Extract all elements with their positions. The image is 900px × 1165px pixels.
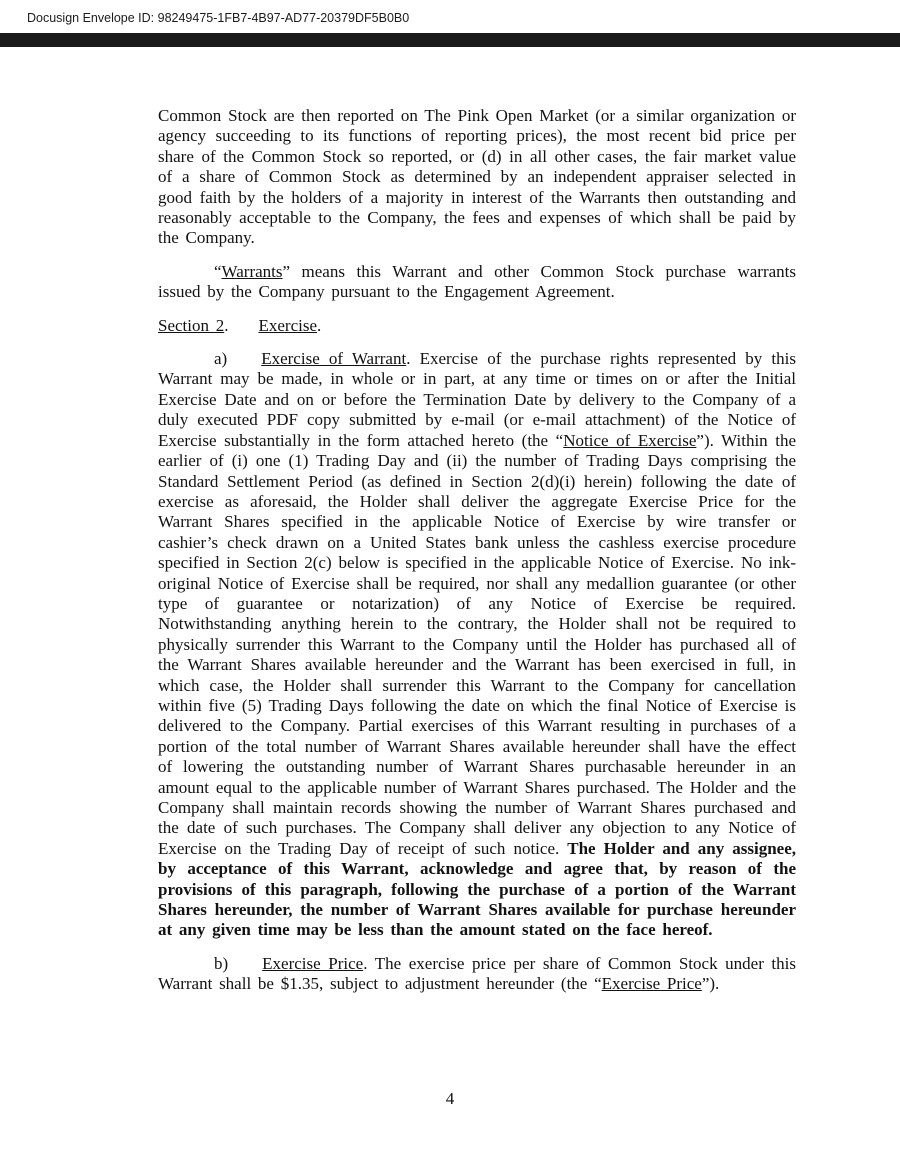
warrants-term: Warrants [221,261,283,281]
paragraph-a-exercise-of-warrant [158,349,796,941]
paragraph-warrants-definition [158,262,796,303]
section-2-heading [158,316,796,336]
separator-bar [0,33,900,47]
text-run: . [317,315,322,335]
page-number: 4 [445,1089,455,1108]
text-run: ” means this Warrant and other Common Stock purchase warrants issued by the Company pursuant to the Engagement Agreement. [158,261,796,302]
section-label: Section 2 [158,315,225,335]
text-run: . The exercise price per share of Common Stock under this Warrant shall be $1.35, subject to adjustment hereunder (the “ [158,953,796,994]
text-run: . Exercise of the purchase rights represented by this Warrant may be made, in whole or in part, at any time or times on or after the Initial Exercise Date and on or before the Termination Date by delivery to the Company of a duly executed PDF copy submitted by e-mail (or e-mail attachment) of the Notice of Exercise substantially in the form attached hereto (the “ [158,349,796,450]
text-run: ”). [701,974,720,994]
bold-acknowledgement-text: The Holder and any assignee, by acceptance of this Warrant, acknowledge and agree that, by reason of the provisions of this paragraph, following the purchase of a portion of the Warrant Shares hereunder, the number of Warrant Shares available for purchase hereunder at any given time may be less than the amount stated on the face hereof. [158,838,796,940]
notice-of-exercise-term: Notice of Exercise [563,430,697,450]
paragraph-fair-market-value: Common Stock are then reported on The Pink Open Market (or a similar organization or agency succeeding to its functions of reporting prices), the most recent bid price per share of the Common Stock so reported, or (d) in all other cases, the fair market value of a share of Common Stock as determined by an independent appraiser selected in good faith by the holders of a majority in interest of the Warrants then outstanding and reasonably acceptable to the Company, the fees and expenses of which shall be paid by the Company. [158,106,796,248]
document-page [158,106,796,995]
exercise-of-warrant-heading: Exercise of Warrant [261,349,407,369]
section-title: Exercise [258,315,318,335]
list-marker-a: a) [214,349,228,369]
exercise-price-heading: Exercise Price [262,953,364,973]
text-run: . [224,315,229,335]
list-marker-b: b) [214,953,229,973]
docusign-envelope-id: Docusign Envelope ID: 98249475-1FB7-4B97-AD77-20379DF5B0B0 [27,11,410,25]
text-run: ”). Within the earlier of (i) one (1) Trading Day and (ii) the number of Trading Days comprising the Standard Settlement Period (as defined in Section 2(d)(i) herein) following the date of exercise as aforesaid, the Holder shall deliver the aggregate Exercise Price for the Warrant Shares specified in the applicable Notice of Exercise by wire transfer or cashier’s check drawn on a United States bank unless the cashless exercise procedure specified in Section 2(c) below is specified in the applicable Notice of Exercise. No ink-original Notice of Exercise shall be required, nor shall any medallion guarantee (or other type of guarantee or notarization) of any Notice of Exercise be required. Notwithstanding anything herein to the contrary, the Holder shall not be required to physically surrender this Warrant to the Company until the Holder has purchased all of the Warrant Shares available hereunder and the Warrant has been exercised in full, in which case, the Holder shall surrender this Warrant to the Company for cancellation within five (5) Trading Days following the date on which the final Notice of Exercise is delivered to the Company. Partial exercises of this Warrant resulting in purchases of a portion of the total number of Warrant Shares available hereunder shall have the effect of lowering the outstanding number of Warrant Shares purchasable hereunder in an amount equal to the applicable number of Warrant Shares purchased. The Holder and the Company shall maintain records showing the number of Warrant Shares purchased and the date of such purchases. The Company shall deliver any objection to any Notice of Exercise on the Trading Day of receipt of such notice. [158,430,797,858]
exercise-price-term: Exercise Price [601,974,702,994]
text-run: “ [214,261,222,281]
paragraph-b-exercise-price [158,954,796,995]
